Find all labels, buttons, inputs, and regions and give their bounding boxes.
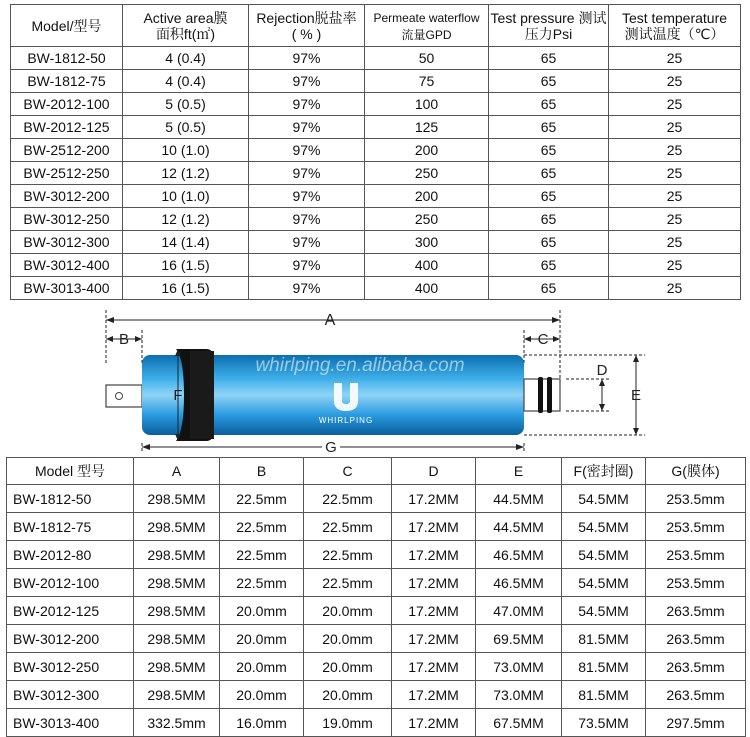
- table-row: [7, 709, 746, 737]
- dim-header-c: C: [304, 458, 392, 485]
- model-cell: BW-3012-200: [7, 625, 134, 653]
- dim-header-model: Model 型号: [7, 458, 134, 485]
- value-cell: 97%: [249, 70, 365, 93]
- model-cell: BW-3012-250: [7, 653, 134, 681]
- table-row: [7, 485, 746, 513]
- value-cell: 65: [489, 162, 609, 185]
- value-cell: 12 (1.2): [123, 208, 249, 231]
- value-cell: 298.5MM: [134, 569, 220, 597]
- value-cell: 97%: [249, 231, 365, 254]
- value-cell: 97%: [249, 162, 365, 185]
- value-cell: 298.5MM: [134, 597, 220, 625]
- value-cell: 44.5MM: [476, 485, 562, 513]
- value-cell: 22.5mm: [304, 541, 392, 569]
- dim-header-d: D: [392, 458, 476, 485]
- dim-label-f: F: [173, 387, 183, 404]
- table-row: [11, 93, 741, 116]
- value-cell: 25: [609, 47, 741, 70]
- value-cell: 22.5mm: [220, 541, 304, 569]
- spec-header-model: Model/型号: [11, 5, 123, 47]
- spec-table: [10, 4, 741, 300]
- table-row: [11, 162, 741, 185]
- model-cell: BW-3013-400: [11, 277, 123, 300]
- value-cell: 17.2MM: [392, 569, 476, 597]
- value-cell: 250: [365, 208, 489, 231]
- value-cell: 253.5mm: [646, 513, 746, 541]
- value-cell: 65: [489, 116, 609, 139]
- value-cell: 81.5MM: [562, 625, 646, 653]
- model-cell: BW-2512-250: [11, 162, 123, 185]
- inlet-pipe: [106, 385, 142, 407]
- value-cell: 73.0MM: [476, 653, 562, 681]
- value-cell: 297.5mm: [646, 709, 746, 737]
- value-cell: 17.2MM: [392, 513, 476, 541]
- value-cell: 100: [365, 93, 489, 116]
- value-cell: 97%: [249, 208, 365, 231]
- value-cell: 25: [609, 277, 741, 300]
- value-cell: 65: [489, 185, 609, 208]
- dim-label-d: D: [596, 362, 608, 379]
- value-cell: 69.5MM: [476, 625, 562, 653]
- model-cell: BW-3012-250: [11, 208, 123, 231]
- model-cell: BW-1812-75: [7, 513, 134, 541]
- value-cell: 65: [489, 47, 609, 70]
- value-cell: 81.5MM: [562, 653, 646, 681]
- dim-header-e: E: [476, 458, 562, 485]
- value-cell: 200: [365, 139, 489, 162]
- value-cell: 17.2MM: [392, 485, 476, 513]
- value-cell: 12 (1.2): [123, 162, 249, 185]
- model-cell: BW-1812-75: [11, 70, 123, 93]
- value-cell: 20.0mm: [220, 597, 304, 625]
- value-cell: 253.5mm: [646, 541, 746, 569]
- table-row: [7, 541, 746, 569]
- value-cell: 97%: [249, 116, 365, 139]
- spec-header-rejection: Rejection脱盐率 ( % ): [249, 5, 365, 47]
- table-row: [11, 277, 741, 300]
- table-row: [7, 653, 746, 681]
- membrane-diagram: [0, 305, 750, 455]
- model-cell: BW-3012-400: [11, 254, 123, 277]
- value-cell: 16.0mm: [220, 709, 304, 737]
- value-cell: 20.0mm: [220, 625, 304, 653]
- value-cell: 97%: [249, 139, 365, 162]
- value-cell: 20.0mm: [304, 625, 392, 653]
- value-cell: 50: [365, 47, 489, 70]
- value-cell: 16 (1.5): [123, 254, 249, 277]
- model-cell: BW-2512-200: [11, 139, 123, 162]
- value-cell: 10 (1.0): [123, 185, 249, 208]
- value-cell: 22.5mm: [220, 485, 304, 513]
- dim-label-b: B: [118, 331, 130, 348]
- value-cell: 263.5mm: [646, 681, 746, 709]
- value-cell: 17.2MM: [392, 681, 476, 709]
- spec-header-pressure: Test pressure 测试 压力Psi: [489, 5, 609, 47]
- value-cell: 65: [489, 70, 609, 93]
- value-cell: 263.5mm: [646, 597, 746, 625]
- model-cell: BW-2012-100: [7, 569, 134, 597]
- spec-header-area: Active area膜 面积ft(㎡): [123, 5, 249, 47]
- value-cell: 22.5mm: [304, 485, 392, 513]
- table-row: [7, 597, 746, 625]
- value-cell: 73.0MM: [476, 681, 562, 709]
- value-cell: 298.5MM: [134, 625, 220, 653]
- dimension-table: [6, 457, 746, 737]
- table-row: [7, 625, 746, 653]
- model-cell: BW-2012-125: [7, 597, 134, 625]
- value-cell: 20.0mm: [220, 681, 304, 709]
- value-cell: 97%: [249, 185, 365, 208]
- value-cell: 54.5MM: [562, 597, 646, 625]
- spec-header-flow: Permeate waterflow 流量GPD: [365, 5, 489, 47]
- value-cell: 20.0mm: [220, 653, 304, 681]
- value-cell: 332.5mm: [134, 709, 220, 737]
- table-row: [11, 47, 741, 70]
- value-cell: 19.0mm: [304, 709, 392, 737]
- value-cell: 400: [365, 277, 489, 300]
- dim-label-g: G: [325, 439, 337, 455]
- table-row: [7, 569, 746, 597]
- value-cell: 16 (1.5): [123, 277, 249, 300]
- value-cell: 25: [609, 70, 741, 93]
- value-cell: 22.5mm: [220, 569, 304, 597]
- value-cell: 65: [489, 231, 609, 254]
- value-cell: 20.0mm: [304, 681, 392, 709]
- value-cell: 25: [609, 139, 741, 162]
- value-cell: 25: [609, 162, 741, 185]
- spec-table-header-row: [11, 5, 741, 47]
- value-cell: 25: [609, 254, 741, 277]
- value-cell: 400: [365, 254, 489, 277]
- value-cell: 263.5mm: [646, 625, 746, 653]
- value-cell: 22.5mm: [220, 513, 304, 541]
- table-row: [11, 116, 741, 139]
- model-cell: BW-3012-300: [7, 681, 134, 709]
- value-cell: 4 (0.4): [123, 47, 249, 70]
- value-cell: 17.2MM: [392, 541, 476, 569]
- value-cell: 298.5MM: [134, 485, 220, 513]
- table-row: [11, 139, 741, 162]
- model-cell: BW-2012-100: [11, 93, 123, 116]
- value-cell: 253.5mm: [646, 485, 746, 513]
- value-cell: 125: [365, 116, 489, 139]
- value-cell: 22.5mm: [304, 569, 392, 597]
- table-row: [11, 254, 741, 277]
- value-cell: 5 (0.5): [123, 116, 249, 139]
- table-row: [11, 185, 741, 208]
- spec-table-body: [11, 47, 741, 300]
- value-cell: 65: [489, 254, 609, 277]
- value-cell: 47.0MM: [476, 597, 562, 625]
- value-cell: 250: [365, 162, 489, 185]
- value-cell: 4 (0.4): [123, 70, 249, 93]
- o-ring-2: [547, 377, 552, 413]
- dim-header-g: G(膜体): [646, 458, 746, 485]
- model-cell: BW-3012-200: [11, 185, 123, 208]
- value-cell: 54.5MM: [562, 513, 646, 541]
- value-cell: 46.5MM: [476, 569, 562, 597]
- model-cell: BW-1812-50: [11, 47, 123, 70]
- value-cell: 25: [609, 231, 741, 254]
- model-cell: BW-3012-300: [11, 231, 123, 254]
- value-cell: 14 (1.4): [123, 231, 249, 254]
- spec-header-temperature: Test temperature 测试温度（℃）: [609, 5, 741, 47]
- value-cell: 97%: [249, 254, 365, 277]
- value-cell: 44.5MM: [476, 513, 562, 541]
- table-row: [11, 70, 741, 93]
- value-cell: 25: [609, 208, 741, 231]
- dim-header-f: F(密封圈): [562, 458, 646, 485]
- table-row: [11, 208, 741, 231]
- table-row: [7, 513, 746, 541]
- table-row: [7, 681, 746, 709]
- value-cell: 17.2MM: [392, 597, 476, 625]
- value-cell: 17.2MM: [392, 653, 476, 681]
- value-cell: 65: [489, 139, 609, 162]
- value-cell: 25: [609, 116, 741, 139]
- value-cell: 22.5mm: [304, 513, 392, 541]
- value-cell: 97%: [249, 93, 365, 116]
- value-cell: 54.5MM: [562, 485, 646, 513]
- value-cell: 65: [489, 93, 609, 116]
- value-cell: 298.5MM: [134, 653, 220, 681]
- model-cell: BW-1812-50: [7, 485, 134, 513]
- value-cell: 54.5MM: [562, 569, 646, 597]
- value-cell: 25: [609, 185, 741, 208]
- value-cell: 54.5MM: [562, 541, 646, 569]
- value-cell: 300: [365, 231, 489, 254]
- value-cell: 263.5mm: [646, 653, 746, 681]
- value-cell: 20.0mm: [304, 653, 392, 681]
- value-cell: 253.5mm: [646, 569, 746, 597]
- dim-header-b: B: [220, 458, 304, 485]
- watermark-text: whirlping.en.alibaba.com: [255, 355, 465, 376]
- value-cell: 298.5MM: [134, 541, 220, 569]
- dimension-table-header-row: [7, 458, 746, 485]
- value-cell: 298.5MM: [134, 513, 220, 541]
- model-cell: BW-3013-400: [7, 709, 134, 737]
- value-cell: 75: [365, 70, 489, 93]
- value-cell: 10 (1.0): [123, 139, 249, 162]
- value-cell: 5 (0.5): [123, 93, 249, 116]
- dim-label-e: E: [630, 387, 642, 404]
- value-cell: 46.5MM: [476, 541, 562, 569]
- value-cell: 17.2MM: [392, 709, 476, 737]
- value-cell: 65: [489, 208, 609, 231]
- value-cell: 200: [365, 185, 489, 208]
- value-cell: 298.5MM: [134, 681, 220, 709]
- value-cell: 73.5MM: [562, 709, 646, 737]
- table-row: [11, 231, 741, 254]
- value-cell: 25: [609, 93, 741, 116]
- dim-header-a: A: [134, 458, 220, 485]
- value-cell: 20.0mm: [304, 597, 392, 625]
- model-cell: BW-2012-80: [7, 541, 134, 569]
- value-cell: 17.2MM: [392, 625, 476, 653]
- dim-label-a: A: [324, 312, 336, 329]
- dimension-table-body: [7, 485, 746, 737]
- value-cell: 97%: [249, 277, 365, 300]
- o-ring-1: [538, 377, 543, 413]
- value-cell: 67.5MM: [476, 709, 562, 737]
- model-cell: BW-2012-125: [11, 116, 123, 139]
- value-cell: 97%: [249, 47, 365, 70]
- value-cell: 65: [489, 277, 609, 300]
- value-cell: 81.5MM: [562, 681, 646, 709]
- svg-text:WHIRLPING: WHIRLPING: [318, 416, 374, 425]
- dim-label-c: C: [537, 331, 549, 348]
